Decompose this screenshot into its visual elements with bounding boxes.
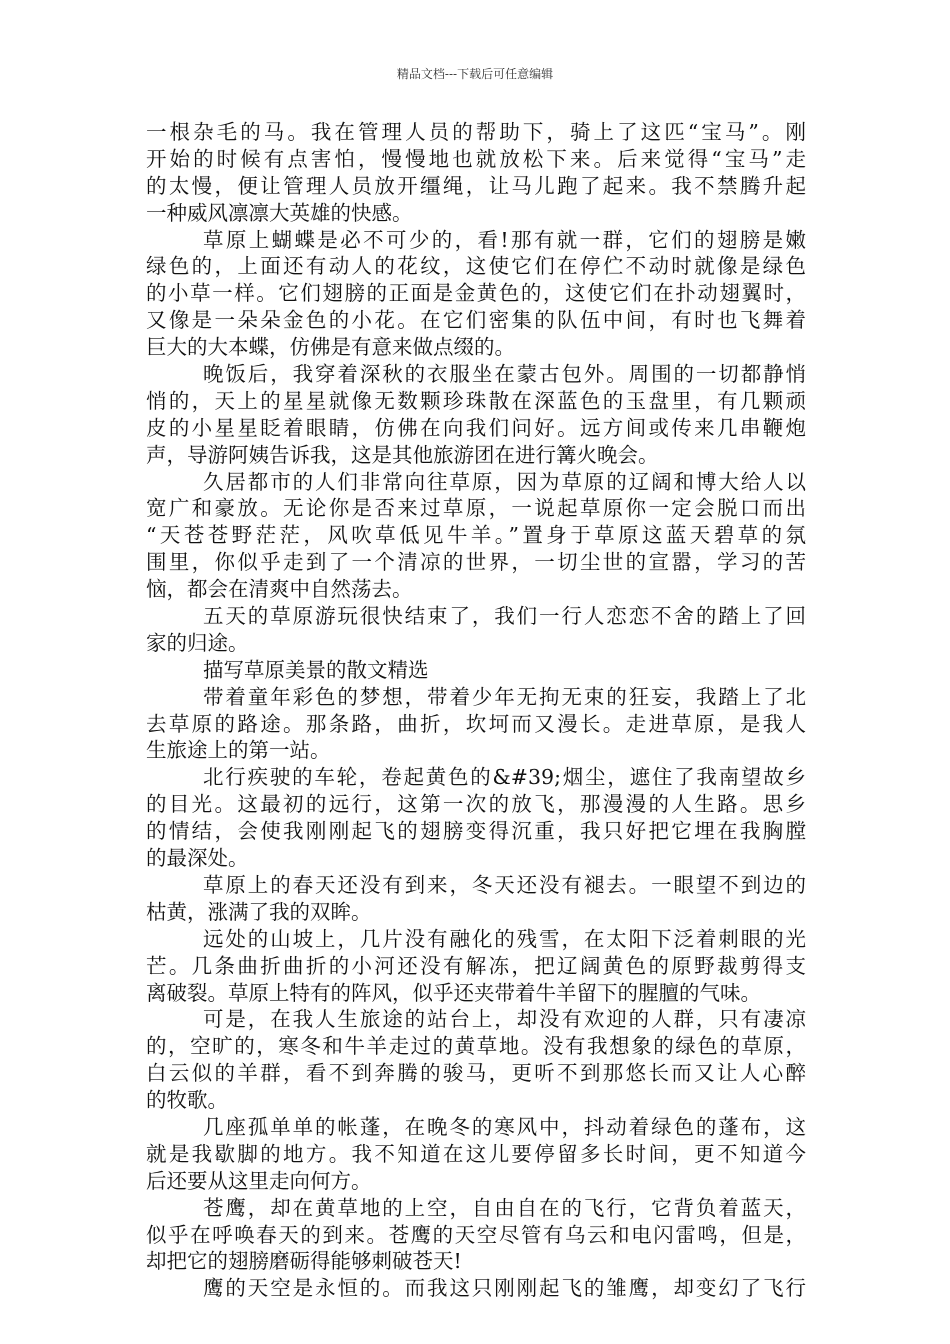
text-line: 晚饭后，我穿着深秋的衣服坐在蒙古包外。周围的一切都静悄 — [203, 362, 806, 387]
text-line: 苍鹰，却在黄草地的上空，自由自在的飞行，它背负着蓝天， — [203, 1195, 806, 1220]
text-line: 去草原的路途。那条路，曲折，坎坷而又漫长。走进草原，是我人 — [146, 711, 806, 736]
text-line: 北行疾驶的车轮，卷起黄色的&#39;烟尘，遮住了我南望故乡 — [203, 765, 806, 790]
document-body — [146, 119, 806, 1302]
text-line: 白云似的羊群，看不到奔腾的骏马，更听不到那悠长而又让人心醉 — [146, 1061, 806, 1086]
text-line: 鹰的天空是永恒的。而我这只刚刚起飞的雏鹰，却变幻了飞行 — [203, 1276, 806, 1301]
text-line: 似乎在呼唤春天的到来。苍鹰的天空尽管有乌云和电闪雷鸣，但是， — [146, 1222, 806, 1247]
text-line: 草原上蝴蝶是必不可少的，看!那有就一群，它们的翅膀是嫩 — [203, 227, 806, 252]
text-line: 家的归途。 — [146, 630, 249, 655]
text-line: 的目光。这最初的远行，这第一次的放飞，那漫漫的人生路。思乡 — [146, 792, 806, 817]
text-line: 皮的小星星眨着眼睛，仿佛在向我们问好。远方间或传来几串鞭炮 — [146, 415, 806, 440]
text-line: 又像是一朵朵金色的小花。在它们密集的队伍中间，有时也飞舞着 — [146, 308, 806, 333]
text-line: 的最深处。 — [146, 846, 249, 871]
text-line: 的小草一样。它们翅膀的正面是金黄色的，这使它们在扑动翅翼时， — [146, 281, 806, 306]
text-line: 几座孤单单的帐蓬，在晚冬的寒风中，抖动着绿色的蓬布，这 — [203, 1114, 806, 1139]
text-line: 生旅途上的第一站。 — [146, 738, 331, 763]
text-line: 的太慢，便让管理人员放开缰绳，让马儿跑了起来。我不禁腾升起 — [146, 173, 806, 198]
text-line: 芒。几条曲折曲折的小河还没有解冻，把辽阔黄色的原野裁剪得支 — [146, 953, 806, 978]
text-line: 远处的山坡上，几片没有融化的残雪，在太阳下泛着刺眼的光 — [203, 926, 806, 951]
text-line: 的牧歌。 — [146, 1088, 228, 1113]
text-line: 的情结，会使我刚刚起飞的翅膀变得沉重，我只好把它埋在我胸膛 — [146, 819, 806, 844]
text-line: 枯黄，涨满了我的双眸。 — [146, 899, 372, 924]
page-header: 精品文档---下载后可任意编辑 — [396, 67, 554, 81]
text-line: 可是，在我人生旅途的站台上，却没有欢迎的人群，只有凄凉 — [203, 1007, 806, 1032]
text-line: 的，空旷的，寒冬和牛羊走过的黄草地。没有我想象的绿色的草原， — [146, 1034, 806, 1059]
text-line: 一根杂毛的马。我在管理人员的帮助下，骑上了这匹“宝马”。刚 — [146, 120, 806, 144]
text-line: 绿色的，上面还有动人的花纹，这使它们在停伫不动时就像是绿色 — [146, 254, 806, 279]
text-line: 草原上的春天还没有到来，冬天还没有褪去。一眼望不到边的 — [203, 872, 806, 897]
text-line: 五天的草原游玩很快结束了，我们一行人恋恋不舍的踏上了回 — [203, 604, 806, 629]
text-line: 带着童年彩色的梦想，带着少年无拘无束的狂妄，我踏上了北 — [203, 684, 806, 709]
text-line: 巨大的大本蝶，仿佛是有意来做点缀的。 — [146, 335, 515, 360]
text-line: 开始的时候有点害怕，慢慢地也就放松下来。后来觉得“宝马”走 — [146, 146, 806, 171]
text-line: 久居都市的人们非常向往草原，因为草原的辽阔和博大给人以 — [203, 469, 806, 494]
text-line: 描写草原美景的散文精选 — [203, 657, 429, 682]
text-line: 后还要从这里走向何方。 — [146, 1168, 372, 1193]
text-line: 宽广和豪放。无论你是否来过草原，一说起草原你一定会脱口而出 — [146, 496, 806, 521]
text-line: 悄的，天上的星星就像无数颗珍珠散在深蓝色的玉盘里，有几颗顽 — [146, 388, 806, 413]
text-line: 就是我歇脚的地方。我不知道在这儿要停留多长时间，更不知道今 — [146, 1141, 806, 1166]
text-line: “天苍苍野茫茫，风吹草低见牛羊。”置身于草原这蓝天碧草的氛 — [146, 523, 806, 548]
text-line: 声，导游阿姨告诉我，这是其他旅游团在进行篝火晚会。 — [146, 442, 659, 467]
text-line: 一种威风凛凛大英雄的快感。 — [146, 200, 413, 225]
text-line: 离破裂。草原上特有的阵风，似乎还夹带着牛羊留下的腥膻的气味。 — [146, 980, 761, 1005]
text-line: 围里，你似乎走到了一个清凉的世界，一切尘世的宣嚣，学习的苦 — [146, 550, 806, 575]
text-line: 却把它的翅膀磨砺得能够刺破苍天! — [146, 1249, 462, 1274]
text-line: 恼，都会在清爽中自然荡去。 — [146, 577, 413, 602]
